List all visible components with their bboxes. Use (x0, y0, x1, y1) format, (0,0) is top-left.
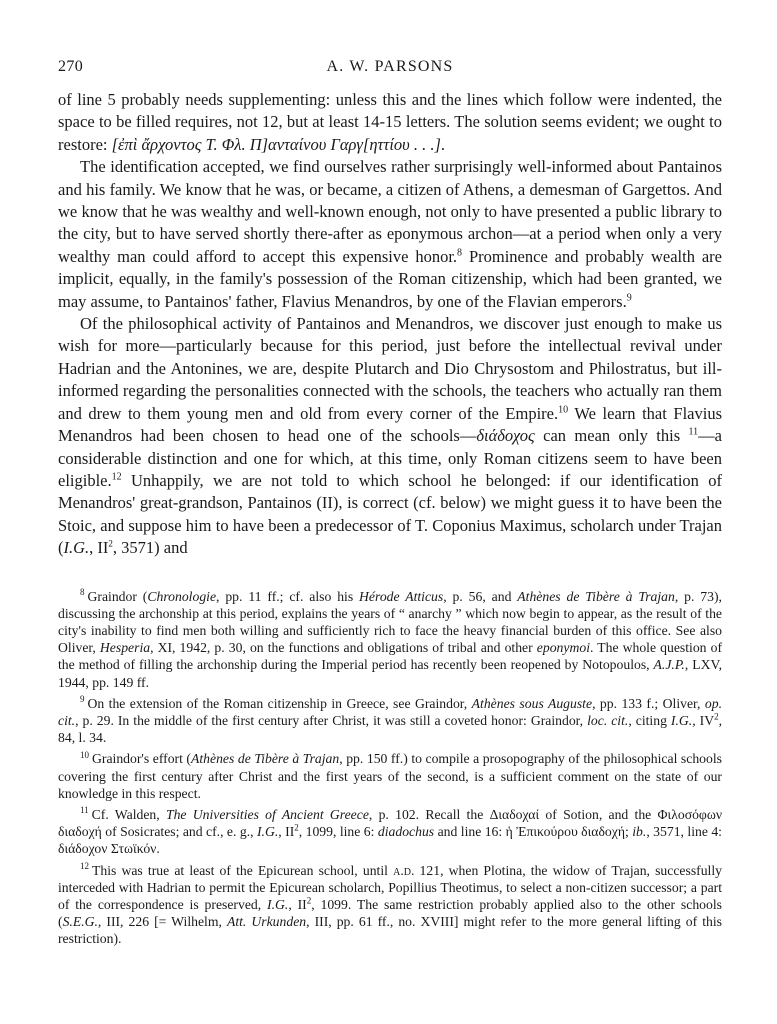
footnotes (58, 588, 722, 948)
footnote-ref[interactable]: 11 (688, 426, 699, 438)
body-paragraph: Of the philosophical activity of Pantainos and Menandros, we discover just enough to make us wish for more—particularly because for this period, just before the intellectual revival under Hadrian and the Antonines, we are, despite Plutarch and Dio Chrysostom and Philostratus, but ill-informed regarding the personalities connected with the schools, the teachers who actually ran them and drew to them young men and old from every corner of the Empire.$^{10}$ We learn that Flavius Menandros had been chosen to head one of the schools—διάδοχος can mean only this $^{11}$—a considerable distinction and one for which, at this time, only Roman citizens seem to have been eligible.$^{12}$ Unhappily, we are not told to which school he belonged: if our identification of Menandros' great-grandson, Pantainos (II), is correct (cf. below) we might guess it to have been the Stoic, and suppose him to have been a predecessor of T. Coponius Maximus, scholarch under Trajan (I.G., $II^2$, 3571) and (58, 314, 722, 558)
greek-term: Διαδοχαί (489, 806, 540, 822)
greek-term: διάδοχον Στωϊκόν (58, 841, 157, 857)
footnote-ref[interactable]: 8 (457, 247, 463, 259)
footnote-ref[interactable]: 9 (626, 292, 632, 304)
footnote-number: 11 (80, 805, 89, 816)
footnote-number: 10 (80, 749, 89, 760)
footnote-12: $^{12}$ This was true at least of the Epicurean school, until a.d. 121, when Plotina, the widow of Trajan, successfully interceded with Hadrian to permit the Epicurean scholarch, Popillius Theotimus, to select a non-citizen successor; a part of the correspondence is preserved, I.G., $II^2$, 1099. The same restriction probably applied also to the other schools (S.E.G., III, 226 [= Wilhelm, Att. Urkunden, III, pp. 61 ff., no. XVIII] might refer to the more general lifting of this restriction). (58, 861, 723, 947)
footnote-number: 12 (80, 861, 89, 872)
greek-term: ἡ Ἐπικούρου διαδοχή (505, 824, 625, 840)
body-text (58, 89, 722, 560)
greek-term: διάδοχος (476, 426, 535, 446)
body-paragraph: The identification accepted, we find ourselves rather surprisingly well-informed about Pantainos and his family. We know that he was, or became, a citizen of Athens, a demesman of Gargettos. And we know that he was wealthy and well-known enough, not only to have presented a public library to the city, but to have served shortly there-after as eponymous archon—at a period when only a very wealthy man could afford to accept this expensive honor.$^8$ Prominence and probably wealth are implicit, equally, in the family's possession of the Roman citizenship, which had been granted, we may assume, to Pantainos' father, Flavius Menandros, by one of the Flavian emperors.$^9$ (58, 157, 722, 311)
page-number: 270 (58, 58, 84, 75)
footnote-9: $^9$ On the extension of the Roman citizenship in Greece, see Graindor, Athènes sous Auguste, pp. 133 f.; Oliver, op. cit., p. 29. In the middle of the first century after Christ, it was still a coveted honor: Graindor, loc. cit., citing I.G., $IV^2$, 84, l. 34. (58, 694, 723, 746)
running-head-author: A. W. PARSONS (326, 58, 454, 75)
document-page (58, 58, 722, 952)
citation: I.G. (63, 538, 90, 558)
body-paragraph: of line 5 probably needs supplementing: unless this and the lines which follow were indented, the space to be filled requires, not 12, but at least 14-15 letters. The solution seems evident; we ought to restore: [ἐπὶ ἄρχοντος Τ. Φλ. Π]ανταίνου Γαργ[ηττίου . . .]. (58, 90, 722, 154)
footnote-ref[interactable]: 10 (558, 404, 569, 416)
footnote-ref[interactable]: 12 (111, 471, 122, 483)
greek-restoration: [ἐπὶ ἄρχοντος Τ. Φλ. Π]ανταίνου Γαργ[ηττίου . . .] (111, 134, 441, 154)
footnote-11: $^{11}$ Cf. Walden, The Universities of Ancient Greece, p. 102. Recall the Διαδοχαί of Sotion, and the Φιλοσόφων διαδοχή of Sosicrates; and cf., e. g., I.G., $II^2$, 1099, line 6: diadochus and line 16: ἡ Ἐπικούρου διαδοχή; ib., 3571, line 4: διάδοχον Στωϊκόν. (58, 805, 723, 857)
footnote-number: 9 (80, 694, 85, 705)
running-header (58, 58, 722, 82)
footnote-10: $^{10}$ Graindor's effort (Athènes de Tibère à Trajan, pp. 150 ff.) to compile a prosopography of the philosophical schools covering the first century after Christ and the first years of the second, is a sufficient comment on the state of our knowledge in this respect. (58, 749, 722, 801)
greek-term: Φιλοσόφων διαδοχή (58, 806, 723, 840)
footnote-number: 8 (80, 586, 85, 597)
footnote-8: $^8$ Graindor (Chronologie, pp. 11 ff.; cf. also his Hérode Atticus, p. 56, and Athènes de Tibère à Trajan, p. 73), discussing the archonship at this period, explains the years of “ anarchy ” which now begin to appear, as the result of the city's inability to find men both willing and sufficiently rich to face the heavy financial burden of this office. See also Oliver, Hesperia, XI, 1942, p. 30, on the functions and obligations of tribal and other eponymoi. The whole question of the method of filling the archonship during the Imperial period has recently been reopened by Notopoulos, A.J.P., LXV, 1944, pp. 149 ff. (58, 586, 722, 690)
